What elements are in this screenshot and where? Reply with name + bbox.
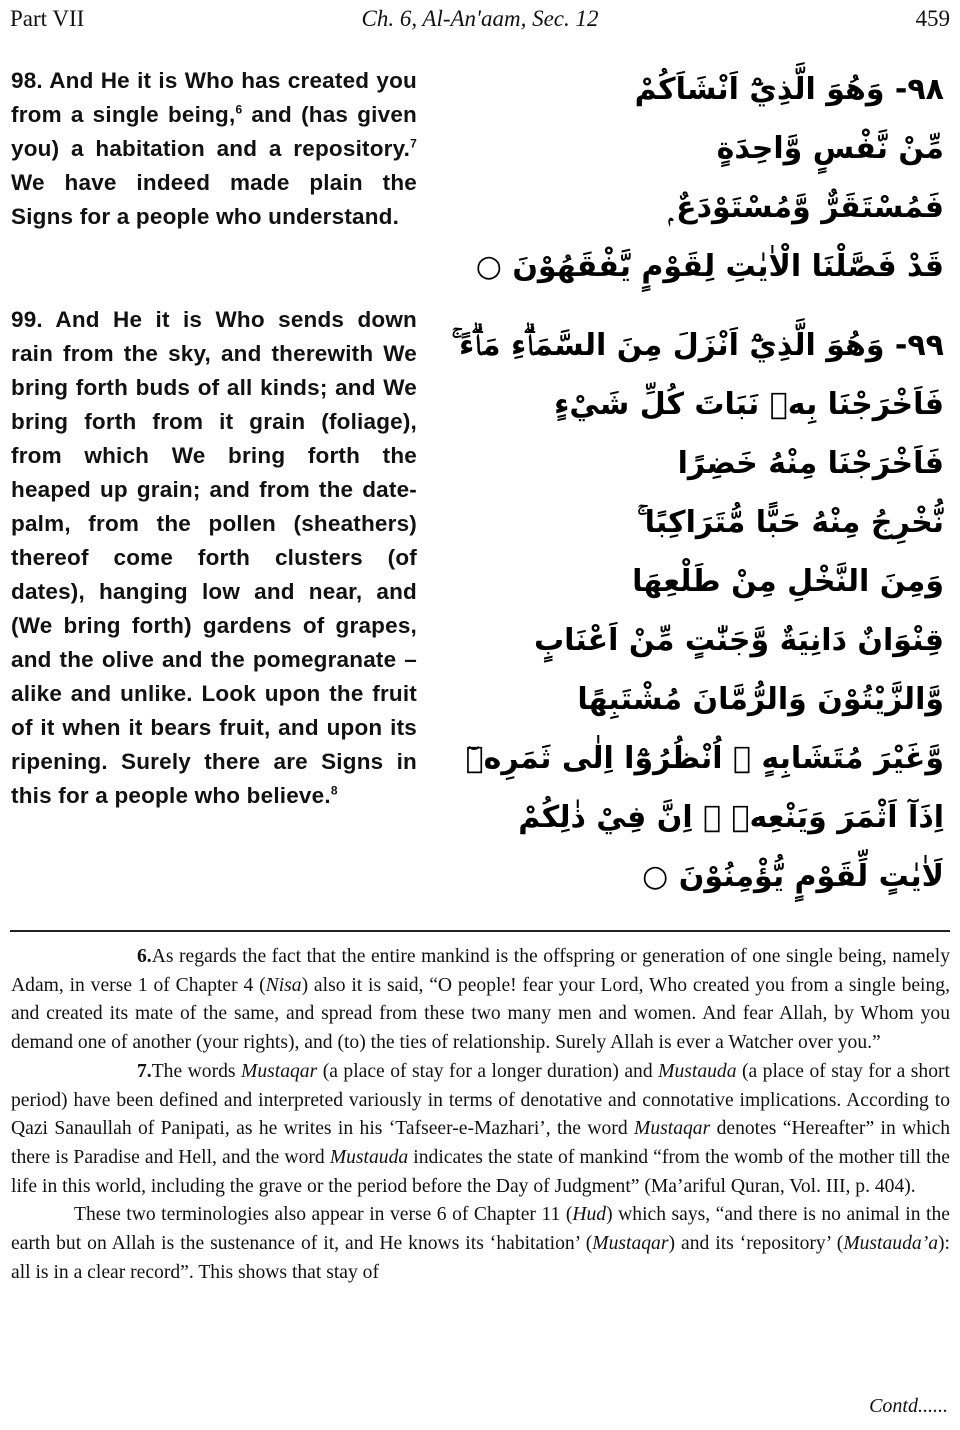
footnote-text: (a place of stay for a longer duration) and [317, 1060, 659, 1082]
arabic-line: نُّخْرِجُ مِنْهُ حَبًّا مُّتَرَاكِبًا ۚ [637, 505, 944, 540]
arabic-line: قَدْ فَصَّلْنَا الْاٰيٰتِ لِقَوْمٍ يَّفْقَهُوْنَ ○ [475, 249, 944, 284]
footnote-text: ) and its ‘repository’ ( [668, 1233, 844, 1255]
footnote-text: ) also it is said, “O people! fear your Lord, Who created you from a single being, and created its mate of the same, and spread from these two many men and women. And fear Allah, by Whom you demand one of another (your rights), and (to) the ties of relationship. Surely Allah is ever a Watcher over you.” [11, 974, 950, 1054]
arabic-line: قِنْوَانٌ دَانِيَةٌ وَّجَنّٰتٍ مِّنْ اَعْنَابٍ [533, 623, 944, 658]
footnote-text: ): all is in a clear record”. This shows that stay of [11, 1233, 950, 1283]
arabic-line: فَاَخْرَجْنَا مِنْهُ خَضِرًا [677, 446, 944, 481]
verse-99-translation [11, 303, 417, 813]
verse-98-text: We have indeed made plain the Signs for a people who understand. [11, 170, 417, 229]
page-header [10, 6, 950, 36]
verse-99-text: 99. And He it is Who sends down rain from the sky, and therewith We bring forth buds of all kinds; and We bring forth from it grain (foliage), from which We bring forth the heaped up grain; and from the date-palm, from the pollen (sheathers) thereof come forth clusters (of dates), hanging low and near, and (We bring forth) gardens of grapes, and the olive and the pomegranate – alike and unlike. Look upon the fruit of it when it bears fruit, and upon its ripening. Surely there are Signs in this for a people who believe. [11, 307, 417, 808]
arabic-line: لَاٰيٰتٍ لِّقَوْمٍ يُّؤْمِنُوْنَ ○ [642, 859, 944, 894]
footnote-text: (a place of stay for a short period) have been defined and interpreted variously in terms of denotative and connotative implications. According to Qazi Sanaullah of Panipati, as he writes in his ‘Tafseer-e-Mazhari’, the word [11, 1060, 950, 1140]
footnote-7-continued [11, 1201, 950, 1287]
part-label: Part VII [10, 6, 85, 31]
footnote-text: denotes “Hereafter” in which there is Paradise and Hell, and the word [11, 1118, 950, 1168]
footnote-italic: Mustauda’a [843, 1233, 939, 1255]
footnote-italic: Mustaqar [241, 1060, 318, 1082]
continued-label: Contd...... [869, 1395, 948, 1417]
verse-98-text: and (has given you) a habitation and a repository. [11, 102, 417, 161]
footnote-divider [10, 930, 950, 932]
chapter-title: Ch. 6, Al-An'aam, Sec. 12 [361, 6, 599, 31]
arabic-line: وَمِنَ النَّخْلِ مِنْ طَلْعِهَا [632, 564, 944, 599]
arabic-line: وَّغَيْرَ مُتَشَابِهٍ ۭ اُنْظُرُوْٓا اِلٰى ثَمَرِهٖٓ [465, 741, 944, 776]
footnote-text: These two terminologies also appear in verse 6 of Chapter 11 ( [74, 1204, 573, 1226]
footnote-italic: Nisa [265, 974, 302, 996]
footnote-italic: Mustauda [329, 1146, 409, 1168]
footnote-number: 7. [137, 1060, 152, 1082]
footnote-italic: Hud [572, 1204, 607, 1226]
arabic-line: اِذَآ اَثْمَرَ وَيَنْعِهٖ ۭ اِنَّ فِيْ ذٰلِكُمْ [518, 800, 944, 835]
footnote-number: 6. [137, 946, 152, 967]
footnote-text: The words [151, 1060, 242, 1082]
arabic-line: فَاَخْرَجْنَا بِهٖ نَبَاتَ كُلِّ شَيْءٍ [554, 387, 944, 422]
verse-98-text: 98. And He it is Who has created you from a single being, [11, 68, 417, 127]
footnote-ref-8: 8 [330, 783, 338, 798]
arabic-line: ٩٨- وَهُوَ الَّذِيْٓ اَنْشَاَكُمْ [634, 72, 944, 107]
arabic-line: وَّالزَّيْتُوْنَ وَالرُّمَّانَ مُشْتَبِهًا [577, 682, 944, 717]
footnote-italic: Mustaqar [634, 1118, 711, 1140]
footnote-text: As regards the fact that the entire mankind is the offspring or generation of one single being, namely Adam, in verse 1 of Chapter 4 ( [11, 946, 950, 996]
footnote-italic: Mustaqar [592, 1233, 669, 1255]
verse-99-arabic [451, 316, 944, 906]
footnote-6 [11, 943, 950, 1058]
verse-98-translation [11, 64, 417, 234]
verse-98-arabic [475, 60, 944, 296]
footnote-ref-6: 6 [235, 102, 243, 117]
arabic-line: فَمُسْتَقَرٌّ وَّمُسْتَوْدَعٌ ۭ [668, 190, 944, 225]
footnotes [11, 943, 950, 1287]
arabic-line: ٩٩- وَهُوَ الَّذِيْٓ اَنْزَلَ مِنَ السَّمَاۗءِ مَاۗءً ۚ [451, 328, 944, 363]
footnote-text: indicates the state of mankind “from the womb of the mother till the life in this world, including the grave or the period before the Day of Judgment” (Ma’ariful Quran, Vol. III, p. 404). [11, 1146, 951, 1197]
footnote-7 [11, 1058, 950, 1202]
footnote-ref-7: 7 [410, 136, 417, 151]
page-number: 459 [915, 6, 950, 31]
arabic-line: مِّنْ نَّفْسٍ وَّاحِدَةٍ [716, 131, 944, 166]
footnote-italic: Mustauda [658, 1060, 737, 1082]
footnote-text: ) which says, “and there is no animal in the earth but on Allah is the sustenance of it, and He knows its ‘habitation’ ( [11, 1204, 950, 1255]
